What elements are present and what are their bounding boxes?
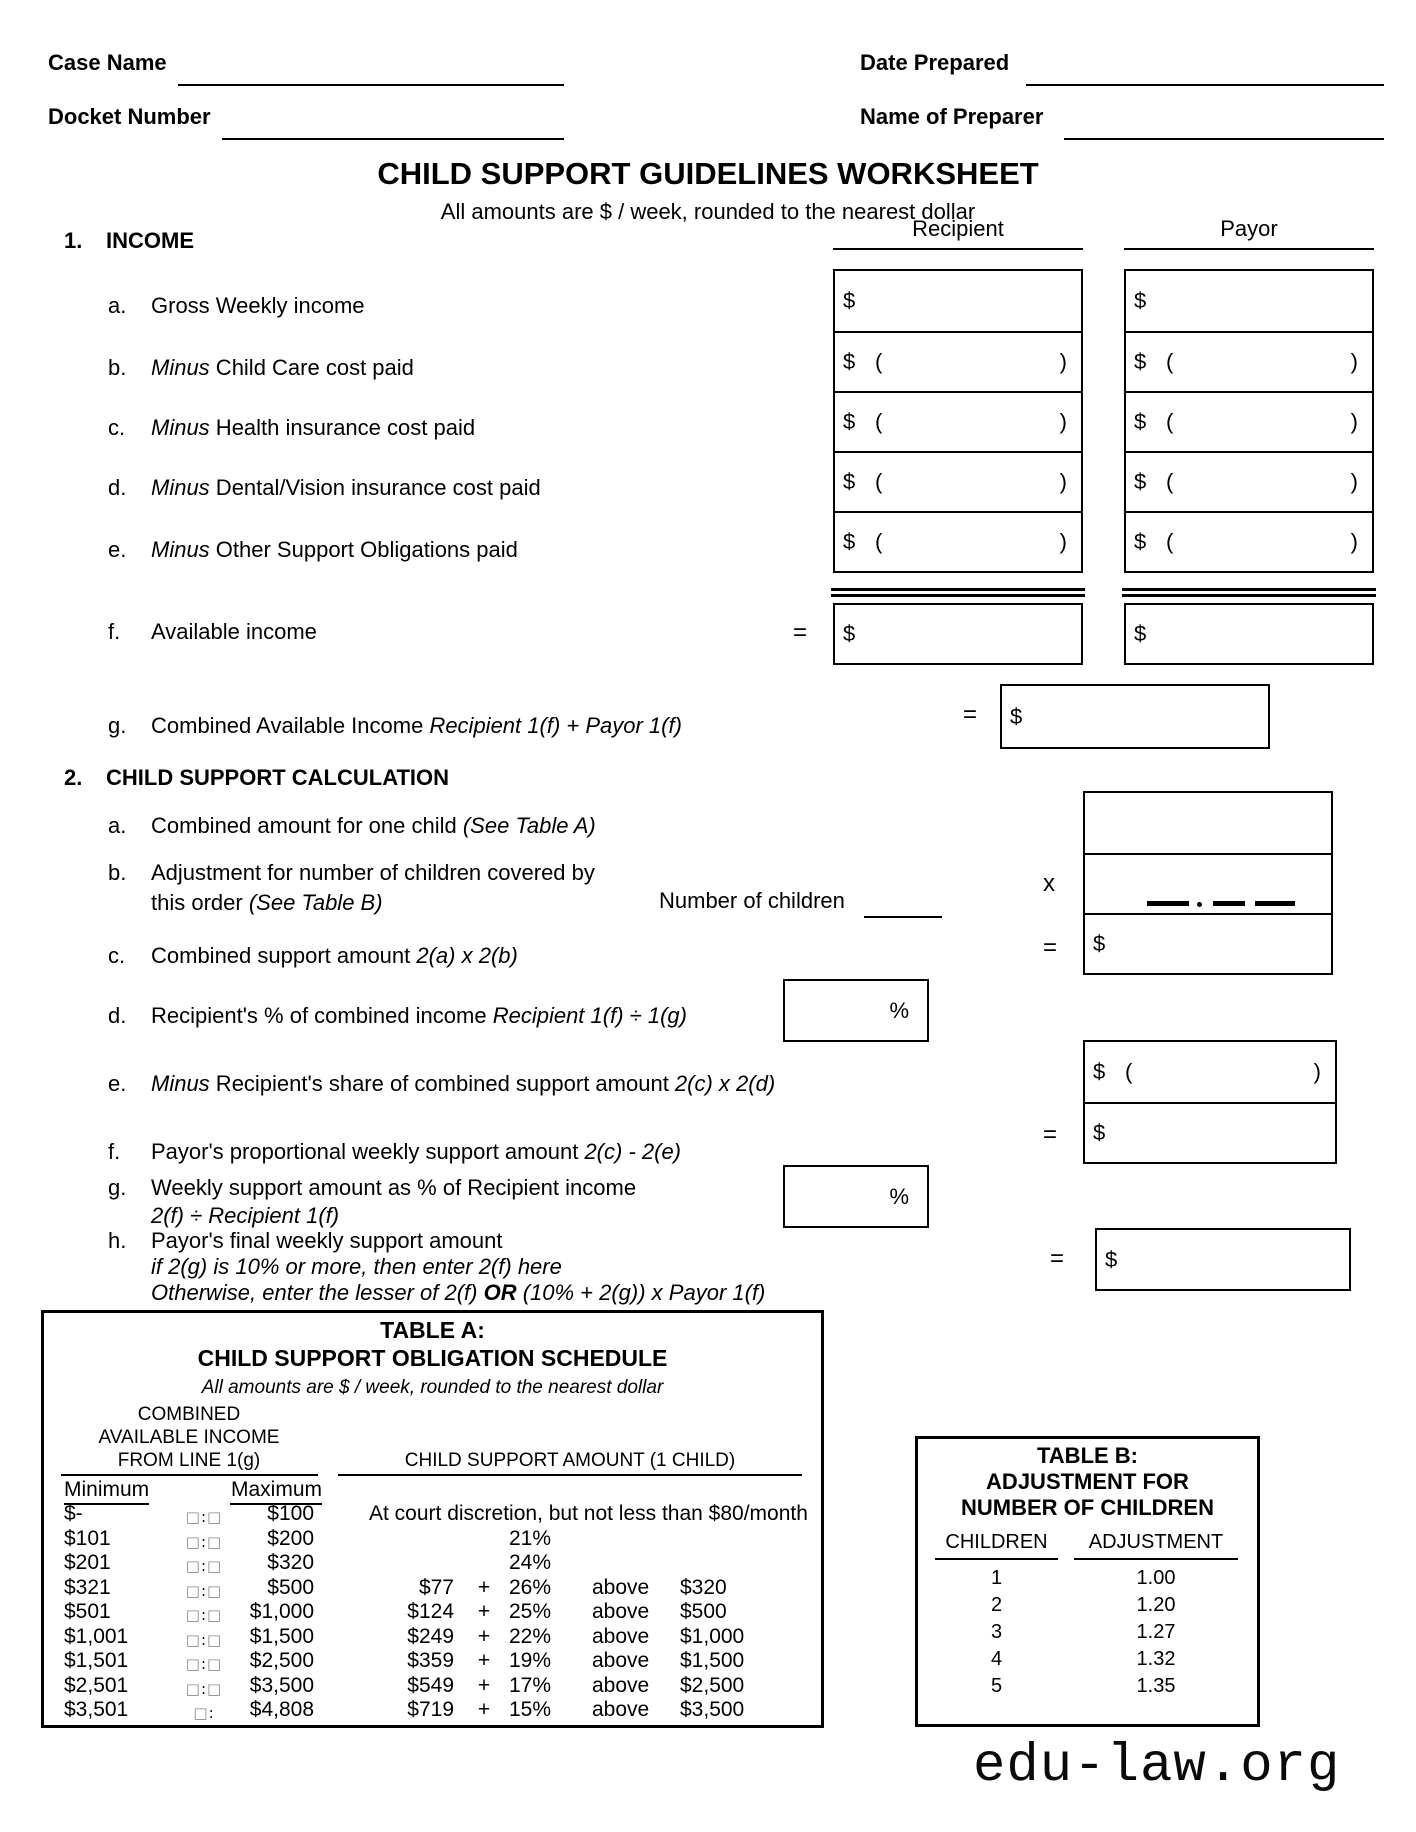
row-letter: e. <box>108 537 127 562</box>
row-text: Minus Dental/Vision insurance cost paid <box>151 475 541 500</box>
row-text: Combined support amount 2(a) x 2(b) <box>151 943 518 968</box>
dollar-sign: $ <box>1093 931 1106 956</box>
row-letter: f. <box>108 619 121 644</box>
row-letter: c. <box>108 415 126 440</box>
row-text: Payor's final weekly support amount if 2(g) is 10% or more, then enter 2(f) here Otherwise, enter the lesser of 2(f) OR (10% + 2(g)) x Payor 1(f) <box>151 1228 766 1305</box>
dollar-sign: $ <box>843 409 856 434</box>
dollar-sign: $ <box>843 288 856 313</box>
close-paren: ) <box>1313 1059 1321 1084</box>
row-text: Payor's proportional weekly support amount 2(c) - 2(e) <box>151 1139 681 1164</box>
income-1g-combined-box[interactable] <box>1000 684 1270 749</box>
row-label-2g <box>108 1174 636 1230</box>
table-a-subtitle: CHILD SUPPORT OBLIGATION SCHEDULE <box>197 1345 668 1371</box>
dollar-sign: $ <box>1134 469 1147 494</box>
docket-number-label: Docket Number <box>48 104 211 129</box>
income-1d-recipient-box[interactable] <box>835 451 1081 511</box>
total-rule-recipient <box>831 588 1085 597</box>
open-paren: ( <box>875 409 883 434</box>
close-paren: ) <box>1059 529 1067 554</box>
row-text: Combined amount for one child (See Table A) <box>151 813 596 838</box>
dollar-sign: $ <box>843 529 856 554</box>
dollar-sign: $ <box>843 621 856 646</box>
calc-abc-box-stack <box>1083 791 1333 975</box>
income-recipient-column <box>833 269 1083 573</box>
dollar-sign: $ <box>1093 1120 1106 1145</box>
calc-2a-box[interactable] <box>1085 793 1331 853</box>
row-letter: h. <box>108 1228 127 1253</box>
close-paren: ) <box>1059 349 1067 374</box>
row-letter: g. <box>108 713 127 738</box>
section2-number: 2. <box>64 765 83 790</box>
row-text: Minus Child Care cost paid <box>151 355 414 380</box>
close-paren: ) <box>1059 469 1067 494</box>
row-letter: g. <box>108 1175 127 1200</box>
open-paren: ( <box>875 349 883 374</box>
open-paren: ( <box>1125 1059 1133 1084</box>
income-1a-recipient-box[interactable] <box>835 271 1081 331</box>
row-label-2f <box>108 1138 681 1165</box>
row-text: Minus Health insurance cost paid <box>151 415 476 440</box>
table-a-left-underline <box>61 1474 318 1476</box>
open-paren: ( <box>875 529 883 554</box>
row-text: Combined Available Income Recipient 1(f) + Payor 1(f) <box>151 713 682 738</box>
section2-title: CHILD SUPPORT CALCULATION <box>106 765 450 790</box>
calc-2h-box[interactable] <box>1095 1228 1351 1291</box>
docket-number-input-line[interactable] <box>222 106 564 140</box>
row-label-1g <box>108 712 682 739</box>
income-1f-payor-box[interactable] <box>1124 603 1374 665</box>
row-letter: a. <box>108 293 127 318</box>
income-1c-recipient-box[interactable] <box>835 391 1081 451</box>
page-subtitle: All amounts are $ / week, rounded to the nearest dollar <box>440 199 976 224</box>
table-b-title2: ADJUSTMENT FOR <box>986 1469 1189 1494</box>
row-label-1f <box>108 618 317 645</box>
calc-ef-box-stack <box>1083 1040 1337 1164</box>
dollar-sign: $ <box>1105 1246 1118 1272</box>
name-of-preparer-label: Name of Preparer <box>860 104 1044 129</box>
income-1f-recipient-box[interactable] <box>833 603 1083 665</box>
number-of-children-input-line[interactable] <box>864 888 942 918</box>
row-label-2a <box>108 812 596 839</box>
table-b-title3: NUMBER OF CHILDREN <box>961 1495 1214 1520</box>
open-paren: ( <box>1166 349 1174 374</box>
close-paren: ) <box>1350 529 1358 554</box>
row-label-2b <box>108 858 595 918</box>
open-paren: ( <box>1166 529 1174 554</box>
multiply-sign-2b: x <box>1043 870 1055 897</box>
row-label-2e <box>108 1070 775 1097</box>
close-paren: ) <box>1059 409 1067 434</box>
income-1e-recipient-box[interactable] <box>835 511 1081 571</box>
close-paren: ) <box>1350 349 1358 374</box>
equals-sign-1f: = <box>793 619 808 646</box>
row-letter: e. <box>108 1071 127 1096</box>
date-prepared-label: Date Prepared <box>860 50 1010 75</box>
dollar-sign: $ <box>1134 409 1147 434</box>
table-b: TABLE B: ADJUSTMENT FOR NUMBER OF CHILDREN CHILDREN ADJUSTMENT 1 1.00 2 1.20 3 1.27 4 1.32 5 1.35 <box>915 1436 1260 1727</box>
dollar-sign: $ <box>843 469 856 494</box>
calc-2g-percent-box[interactable] <box>783 1165 929 1228</box>
row-text: Recipient's % of combined income Recipient 1(f) ÷ 1(g) <box>151 1003 687 1028</box>
date-prepared-input-line[interactable] <box>1026 52 1384 86</box>
dollar-sign: $ <box>1134 529 1147 554</box>
close-paren: ) <box>1350 469 1358 494</box>
row-letter: d. <box>108 1003 127 1028</box>
table-b-adjustment-header: ADJUSTMENT <box>1074 1531 1238 1560</box>
section2-heading <box>64 765 449 791</box>
calc-2f-box[interactable] <box>1085 1102 1335 1162</box>
table-a-max-label: Maximum <box>230 1478 322 1505</box>
income-payor-column <box>1124 269 1374 573</box>
row-label-2c <box>108 942 518 969</box>
table-a-note: All amounts are $ / week, rounded to the nearest dollar <box>201 1377 664 1398</box>
table-b-title: TABLE B: <box>1036 1443 1139 1468</box>
column-header-payor: Payor <box>1124 216 1374 250</box>
column-header-recipient: Recipient <box>833 216 1083 250</box>
section1-number: 1. <box>64 228 83 253</box>
open-paren: ( <box>1166 469 1174 494</box>
row-text: Gross Weekly income <box>151 293 365 318</box>
row-label-1b <box>108 354 414 381</box>
page-title: CHILD SUPPORT GUIDELINES WORKSHEET <box>377 156 1039 191</box>
equals-sign-2h: = <box>1050 1245 1065 1272</box>
row-label-2d <box>108 1002 687 1029</box>
row-text: Minus Other Support Obligations paid <box>151 537 518 562</box>
case-name-input-line[interactable] <box>178 52 564 86</box>
row-label-1c <box>108 414 475 441</box>
row-text: Adjustment for number of children covered by this order (See Table B) <box>151 860 595 915</box>
percent-sign: % <box>889 1183 909 1209</box>
number-of-children-label: Number of children <box>659 888 845 913</box>
table-a-title: TABLE A: <box>380 1317 485 1343</box>
open-paren: ( <box>1166 409 1174 434</box>
table-b-children-header: CHILDREN <box>935 1531 1058 1560</box>
dollar-sign: $ <box>1134 288 1147 313</box>
income-1b-recipient-box[interactable] <box>835 331 1081 391</box>
calc-2d-percent-box[interactable] <box>783 979 929 1042</box>
edu-law-watermark: edu-law.org <box>973 1736 1341 1797</box>
table-a-left-header: COMBINED AVAILABLE INCOME FROM LINE 1(g) <box>98 1404 280 1471</box>
income-1d-payor-box[interactable] <box>1126 451 1372 511</box>
row-text: Available income <box>151 619 317 644</box>
row-text: Weekly support amount as % of Recipient income 2(f) ÷ Recipient 1(f) <box>151 1175 637 1228</box>
calc-2e-box[interactable] <box>1085 1042 1335 1102</box>
close-paren: ) <box>1350 409 1358 434</box>
dollar-sign: $ <box>843 349 856 374</box>
income-1a-payor-box[interactable] <box>1126 271 1372 331</box>
income-1b-payor-box[interactable] <box>1126 331 1372 391</box>
row-label-1d <box>108 474 541 501</box>
row-letter: f. <box>108 1139 121 1164</box>
dollar-sign: $ <box>1134 349 1147 374</box>
row-letter: a. <box>108 813 127 838</box>
row-letter: b. <box>108 860 127 885</box>
row-label-1e <box>108 536 518 563</box>
dollar-sign: $ <box>1010 703 1023 729</box>
dollar-sign: $ <box>1093 1059 1106 1084</box>
income-1c-payor-box[interactable] <box>1126 391 1372 451</box>
calc-2c-box[interactable] <box>1085 913 1331 973</box>
section1-title: INCOME <box>106 228 194 253</box>
table-a-min-label: Minimum <box>64 1478 149 1505</box>
equals-sign-1g: = <box>963 701 978 728</box>
row-text: Minus Recipient's share of combined support amount 2(c) x 2(d) <box>151 1071 776 1096</box>
table-a: TABLE A: CHILD SUPPORT OBLIGATION SCHEDULE All amounts are $ / week, rounded to the nearest dollar COMBINED AVAILABLE INCOME FROM LINE 1(g) CHILD SUPPORT AMOUNT (1 CHILD) Minimum Maximum $- □:□ $100 At court discretion, but not less than $80/month $101 □:□ $200 21% $201 □:□ $320 24% $321 □:□ $500 $77 + 26% above $320 $501 □:□ $1,000 $124 + 25% above $500 $1,001 □:□ $1,500 $249 + 22% above $1,000 $1,501 □:□ $2,500 $359 + 19% above $1,500 $2,501 □:□ $3,500 $549 + 17% above $2,500 $3,501 □: $4,808 $719 + 15% above $3,500 <box>41 1310 824 1728</box>
dollar-sign: $ <box>1134 621 1147 646</box>
row-label-2h <box>108 1228 765 1306</box>
open-paren: ( <box>875 469 883 494</box>
total-rule-payor <box>1122 588 1376 597</box>
table-a-right-header: CHILD SUPPORT AMOUNT (1 CHILD) <box>404 1450 736 1471</box>
equals-sign-2f: = <box>1043 1121 1058 1148</box>
section1-heading <box>64 228 194 254</box>
table-a-right-underline <box>338 1474 802 1476</box>
equals-sign-2c: = <box>1043 934 1058 961</box>
row-letter: c. <box>108 943 126 968</box>
row-letter: d. <box>108 475 127 500</box>
preparer-input-line[interactable] <box>1064 106 1384 140</box>
income-1e-payor-box[interactable] <box>1126 511 1372 571</box>
row-letter: b. <box>108 355 127 380</box>
percent-sign: % <box>889 997 909 1023</box>
row-label-1a <box>108 292 365 319</box>
case-name-label: Case Name <box>48 50 167 75</box>
calc-2b-box[interactable] <box>1085 853 1331 913</box>
